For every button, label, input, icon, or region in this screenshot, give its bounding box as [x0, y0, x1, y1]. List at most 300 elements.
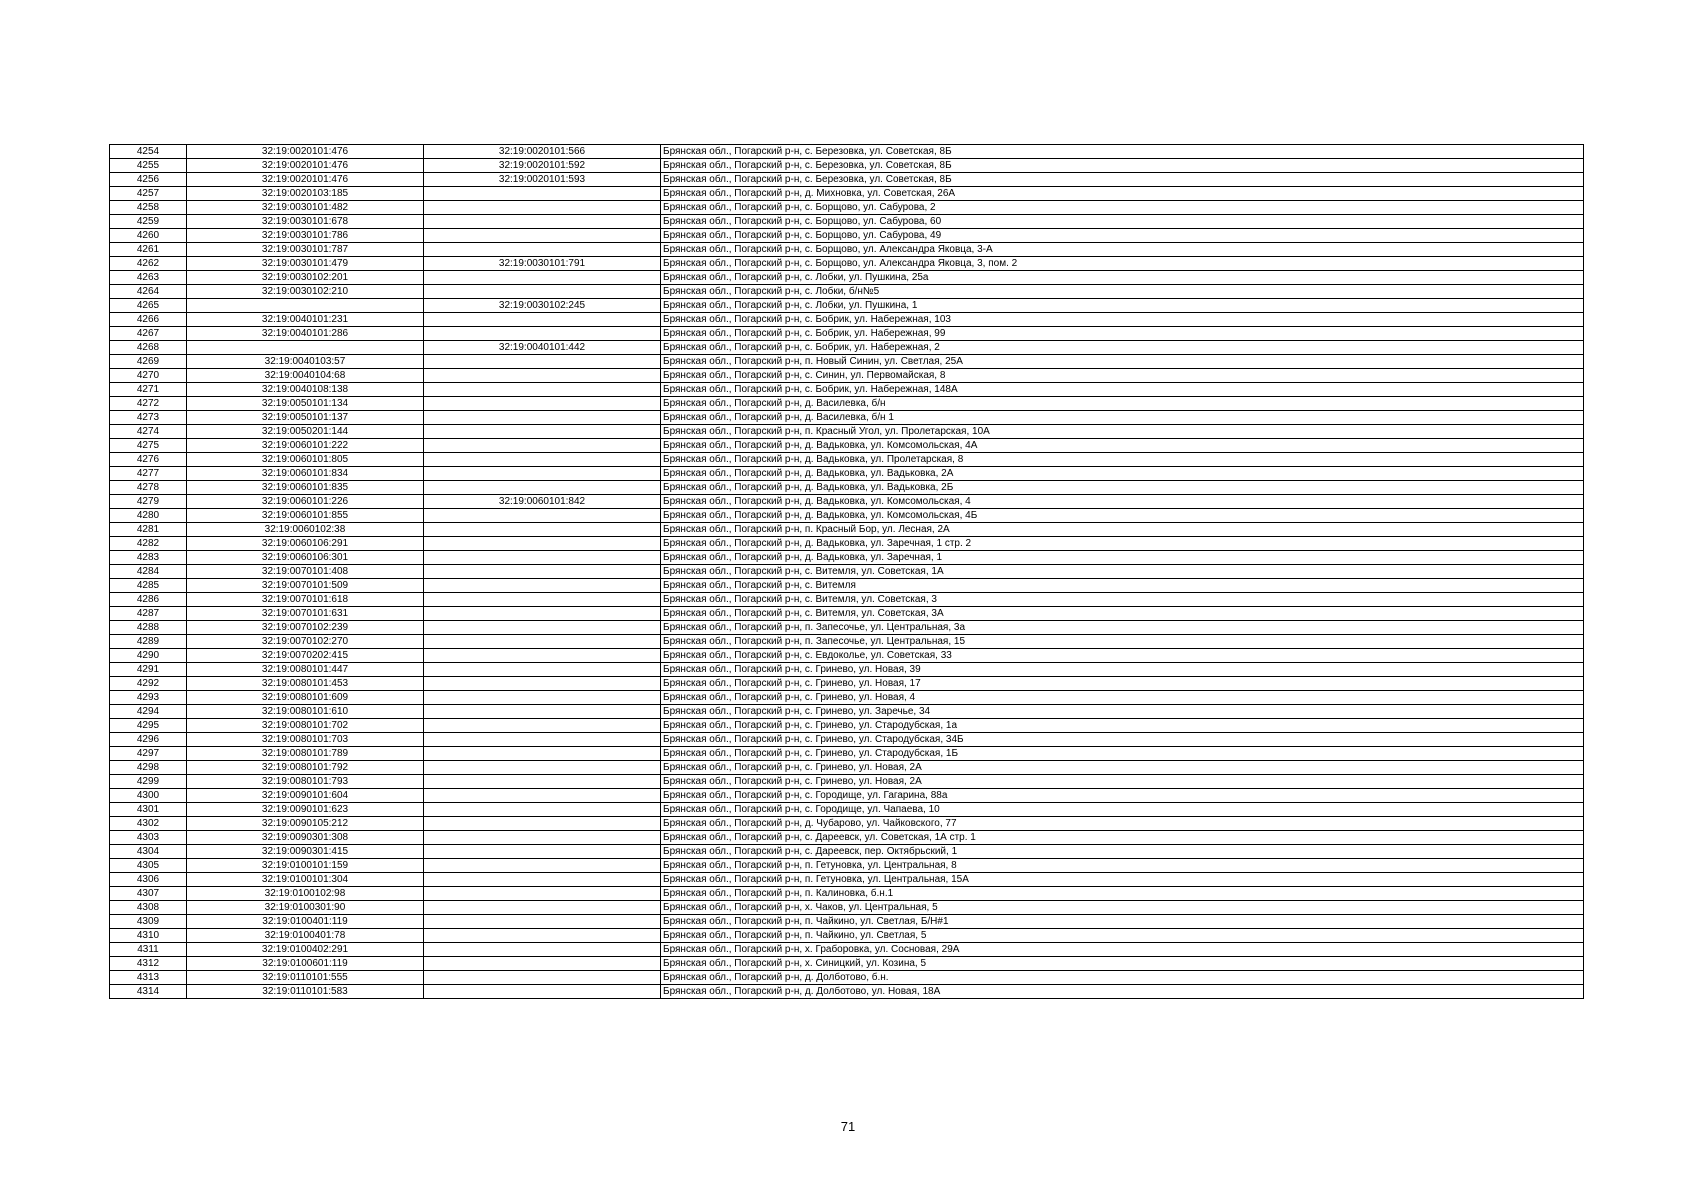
table-row: [110, 845, 1584, 859]
cadastral-number-cell: 32:19:0060101:805: [187, 453, 424, 467]
cadastral-number-cell: 32:19:0060106:301: [187, 551, 424, 565]
address-cell: Брянская обл., Погарский р-н, х. Синицкий, ул. Козина, 5: [661, 957, 1584, 971]
table-row: [110, 285, 1584, 299]
object-number-cell: [424, 831, 661, 845]
cadastral-number-cell: 32:19:0100102:98: [187, 887, 424, 901]
row-number-cell: 4289: [110, 635, 187, 649]
cadastral-number-cell: 32:19:0100301:90: [187, 901, 424, 915]
table-row: [110, 327, 1584, 341]
row-number-cell: 4302: [110, 817, 187, 831]
address-cell: Брянская обл., Погарский р-н, д. Василевка, б/н 1: [661, 411, 1584, 425]
row-number-cell: 4307: [110, 887, 187, 901]
row-number-cell: 4268: [110, 341, 187, 355]
object-number-cell: [424, 943, 661, 957]
address-cell: Брянская обл., Погарский р-н, д. Вадьковка, ул. Вадьковка, 2А: [661, 467, 1584, 481]
object-number-cell: [424, 523, 661, 537]
address-cell: Брянская обл., Погарский р-н, п. Запесочье, ул. Центральная, 15: [661, 635, 1584, 649]
table-row: [110, 929, 1584, 943]
address-cell: Брянская обл., Погарский р-н, д. Василевка, б/н: [661, 397, 1584, 411]
table-row: [110, 509, 1584, 523]
cadastral-number-cell: 32:19:0110101:583: [187, 985, 424, 999]
row-number-cell: 4258: [110, 201, 187, 215]
table-row: [110, 229, 1584, 243]
row-number-cell: 4273: [110, 411, 187, 425]
table-row: [110, 341, 1584, 355]
row-number-cell: 4262: [110, 257, 187, 271]
row-number-cell: 4310: [110, 929, 187, 943]
cadastral-number-cell: 32:19:0030101:787: [187, 243, 424, 257]
table-row: [110, 383, 1584, 397]
row-number-cell: 4277: [110, 467, 187, 481]
cadastral-number-cell: 32:19:0060101:855: [187, 509, 424, 523]
cadastral-number-cell: 32:19:0060102:38: [187, 523, 424, 537]
object-number-cell: [424, 551, 661, 565]
object-number-cell: [424, 411, 661, 425]
cadastral-number-cell: 32:19:0080101:447: [187, 663, 424, 677]
object-number-cell: 32:19:0020101:593: [424, 173, 661, 187]
table-row: [110, 313, 1584, 327]
object-number-cell: [424, 453, 661, 467]
cadastral-number-cell: 32:19:0070101:618: [187, 593, 424, 607]
object-number-cell: [424, 845, 661, 859]
address-cell: Брянская обл., Погарский р-н, д. Чубарово, ул. Чайковского, 77: [661, 817, 1584, 831]
table-row: [110, 817, 1584, 831]
address-cell: Брянская обл., Погарский р-н, с. Гринево, ул. Новая, 17: [661, 677, 1584, 691]
row-number-cell: 4295: [110, 719, 187, 733]
address-cell: Брянская обл., Погарский р-н, п. Гетуновка, ул. Центральная, 8: [661, 859, 1584, 873]
object-number-cell: [424, 915, 661, 929]
row-number-cell: 4298: [110, 761, 187, 775]
object-number-cell: [424, 957, 661, 971]
table-row: [110, 635, 1584, 649]
address-cell: Брянская обл., Погарский р-н, с. Борщово, ул. Александра Яковца, 3-А: [661, 243, 1584, 257]
table-row: [110, 369, 1584, 383]
table-row: [110, 621, 1584, 635]
row-number-cell: 4254: [110, 145, 187, 159]
object-number-cell: [424, 467, 661, 481]
cadastral-number-cell: 32:19:0100101:159: [187, 859, 424, 873]
row-number-cell: 4299: [110, 775, 187, 789]
cadastral-number-cell: 32:19:0060101:834: [187, 467, 424, 481]
address-cell: Брянская обл., Погарский р-н, с. Городище, ул. Гагарина, 88а: [661, 789, 1584, 803]
object-number-cell: [424, 229, 661, 243]
table-row: [110, 719, 1584, 733]
table-row: [110, 439, 1584, 453]
row-number-cell: 4256: [110, 173, 187, 187]
row-number-cell: 4290: [110, 649, 187, 663]
table-row: [110, 775, 1584, 789]
object-number-cell: [424, 215, 661, 229]
row-number-cell: 4255: [110, 159, 187, 173]
row-number-cell: 4270: [110, 369, 187, 383]
table-row: [110, 747, 1584, 761]
address-cell: Брянская обл., Погарский р-н, с. Гринево, ул. Новая, 2А: [661, 775, 1584, 789]
cadastral-number-cell: 32:19:0030101:678: [187, 215, 424, 229]
row-number-cell: 4301: [110, 803, 187, 817]
object-number-cell: [424, 887, 661, 901]
address-cell: Брянская обл., Погарский р-н, х. Чаков, ул. Центральная, 5: [661, 901, 1584, 915]
row-number-cell: 4303: [110, 831, 187, 845]
cadastral-number-cell: 32:19:0090105:212: [187, 817, 424, 831]
cadastral-number-cell: 32:19:0090101:623: [187, 803, 424, 817]
address-cell: Брянская обл., Погарский р-н, д. Вадьковка, ул. Пролетарская, 8: [661, 453, 1584, 467]
object-number-cell: 32:19:0060101:842: [424, 495, 661, 509]
row-number-cell: 4266: [110, 313, 187, 327]
object-number-cell: [424, 761, 661, 775]
table-row: [110, 201, 1584, 215]
address-cell: Брянская обл., Погарский р-н, д. Вадьковка, ул. Комсомольская, 4Б: [661, 509, 1584, 523]
object-number-cell: [424, 705, 661, 719]
table-row: [110, 397, 1584, 411]
row-number-cell: 4293: [110, 691, 187, 705]
object-number-cell: [424, 747, 661, 761]
row-number-cell: 4271: [110, 383, 187, 397]
table-row: [110, 453, 1584, 467]
row-number-cell: 4279: [110, 495, 187, 509]
table-row: [110, 705, 1584, 719]
row-number-cell: 4291: [110, 663, 187, 677]
cadastral-number-cell: 32:19:0020103:185: [187, 187, 424, 201]
row-number-cell: 4278: [110, 481, 187, 495]
row-number-cell: 4274: [110, 425, 187, 439]
cadastral-number-cell: 32:19:0070102:270: [187, 635, 424, 649]
cadastral-number-cell: 32:19:0030101:786: [187, 229, 424, 243]
address-cell: Брянская обл., Погарский р-н, с. Витемля, ул. Советская, 3: [661, 593, 1584, 607]
object-number-cell: [424, 537, 661, 551]
cadastral-number-cell: 32:19:0110101:555: [187, 971, 424, 985]
table-row: [110, 579, 1584, 593]
table-row: [110, 565, 1584, 579]
object-number-cell: [424, 733, 661, 747]
cadastral-number-cell: [187, 299, 424, 313]
cadastral-number-cell: 32:19:0080101:789: [187, 747, 424, 761]
cadastral-number-cell: 32:19:0050101:137: [187, 411, 424, 425]
table-row: [110, 831, 1584, 845]
address-cell: Брянская обл., Погарский р-н, п. Запесочье, ул. Центральная, 3а: [661, 621, 1584, 635]
address-cell: Брянская обл., Погарский р-н, с. Березовка, ул. Советская, 8Б: [661, 173, 1584, 187]
address-cell: Брянская обл., Погарский р-н, д. Долботово, ул. Новая, 18А: [661, 985, 1584, 999]
address-cell: Брянская обл., Погарский р-н, с. Гринево, ул. Новая, 2А: [661, 761, 1584, 775]
cadastral-number-cell: 32:19:0080101:453: [187, 677, 424, 691]
object-number-cell: [424, 481, 661, 495]
cadastral-number-cell: 32:19:0100401:119: [187, 915, 424, 929]
table-row: [110, 789, 1584, 803]
row-number-cell: 4294: [110, 705, 187, 719]
table-row: [110, 761, 1584, 775]
address-cell: Брянская обл., Погарский р-н, д. Вадьковка, ул. Комсомольская, 4А: [661, 439, 1584, 453]
address-cell: Брянская обл., Погарский р-н, с. Витемля, ул. Советская, 1А: [661, 565, 1584, 579]
address-cell: Брянская обл., Погарский р-н, с. Бобрик, ул. Набережная, 99: [661, 327, 1584, 341]
address-cell: Брянская обл., Погарский р-н, с. Борщово, ул. Сабурова, 2: [661, 201, 1584, 215]
row-number-cell: 4308: [110, 901, 187, 915]
address-cell: Брянская обл., Погарский р-н, с. Гринево, ул. Новая, 39: [661, 663, 1584, 677]
address-cell: Брянская обл., Погарский р-н, с. Витемля, ул. Советская, 3А: [661, 607, 1584, 621]
object-number-cell: [424, 971, 661, 985]
cadastral-number-cell: 32:19:0020101:476: [187, 159, 424, 173]
row-number-cell: 4312: [110, 957, 187, 971]
cadastral-number-cell: 32:19:0070202:415: [187, 649, 424, 663]
cadastral-number-cell: 32:19:0100401:78: [187, 929, 424, 943]
address-cell: Брянская обл., Погарский р-н, с. Гринево, ул. Стародубская, 1а: [661, 719, 1584, 733]
cadastral-number-cell: 32:19:0030101:482: [187, 201, 424, 215]
row-number-cell: 4257: [110, 187, 187, 201]
table-row: [110, 243, 1584, 257]
object-number-cell: [424, 565, 661, 579]
table-row: [110, 271, 1584, 285]
register-table-container: [109, 144, 1583, 999]
address-cell: Брянская обл., Погарский р-н, д. Вадьковка, ул. Заречная, 1 стр. 2: [661, 537, 1584, 551]
object-number-cell: [424, 593, 661, 607]
row-number-cell: 4297: [110, 747, 187, 761]
address-cell: Брянская обл., Погарский р-н, д. Вадьковка, ул. Заречная, 1: [661, 551, 1584, 565]
cadastral-number-cell: 32:19:0020101:476: [187, 145, 424, 159]
cadastral-number-cell: 32:19:0040108:138: [187, 383, 424, 397]
address-cell: Брянская обл., Погарский р-н, с. Бобрик, ул. Набережная, 148А: [661, 383, 1584, 397]
object-number-cell: 32:19:0020101:566: [424, 145, 661, 159]
table-row: [110, 145, 1584, 159]
cadastral-number-cell: [187, 341, 424, 355]
table-row: [110, 943, 1584, 957]
cadastral-number-cell: 32:19:0040104:68: [187, 369, 424, 383]
object-number-cell: [424, 663, 661, 677]
cadastral-number-cell: 32:19:0070102:239: [187, 621, 424, 635]
object-number-cell: [424, 775, 661, 789]
address-cell: Брянская обл., Погарский р-н, с. Лобки, ул. Пушкина, 1: [661, 299, 1584, 313]
table-row: [110, 215, 1584, 229]
row-number-cell: 4306: [110, 873, 187, 887]
address-cell: Брянская обл., Погарский р-н, с. Березовка, ул. Советская, 8Б: [661, 145, 1584, 159]
cadastral-number-cell: 32:19:0080101:702: [187, 719, 424, 733]
address-cell: Брянская обл., Погарский р-н, п. Гетуновка, ул. Центральная, 15А: [661, 873, 1584, 887]
object-number-cell: [424, 355, 661, 369]
row-number-cell: 4300: [110, 789, 187, 803]
row-number-cell: 4284: [110, 565, 187, 579]
register-table: [109, 144, 1584, 999]
table-row: [110, 299, 1584, 313]
object-number-cell: [424, 691, 661, 705]
address-cell: Брянская обл., Погарский р-н, с. Евдоколье, ул. Советская, 33: [661, 649, 1584, 663]
address-cell: Брянская обл., Погарский р-н, с. Борщово, ул. Сабурова, 49: [661, 229, 1584, 243]
object-number-cell: [424, 187, 661, 201]
object-number-cell: 32:19:0020101:592: [424, 159, 661, 173]
cadastral-number-cell: 32:19:0080101:610: [187, 705, 424, 719]
object-number-cell: [424, 789, 661, 803]
address-cell: Брянская обл., Погарский р-н, с. Дареевск, пер. Октябрьский, 1: [661, 845, 1584, 859]
table-row: [110, 901, 1584, 915]
row-number-cell: 4305: [110, 859, 187, 873]
address-cell: Брянская обл., Погарский р-н, п. Красный Угол, ул. Пролетарская, 10А: [661, 425, 1584, 439]
address-cell: Брянская обл., Погарский р-н, с. Лобки, ул. Пушкина, 25а: [661, 271, 1584, 285]
address-cell: Брянская обл., Погарский р-н, п. Чайкино, ул. Светлая, 5: [661, 929, 1584, 943]
object-number-cell: 32:19:0030101:791: [424, 257, 661, 271]
row-number-cell: 4283: [110, 551, 187, 565]
address-cell: Брянская обл., Погарский р-н, д. Михновка, ул. Советская, 26А: [661, 187, 1584, 201]
table-row: [110, 915, 1584, 929]
object-number-cell: 32:19:0040101:442: [424, 341, 661, 355]
row-number-cell: 4288: [110, 621, 187, 635]
cadastral-number-cell: 32:19:0100601:119: [187, 957, 424, 971]
object-number-cell: [424, 621, 661, 635]
address-cell: Брянская обл., Погарский р-н, с. Березовка, ул. Советская, 8Б: [661, 159, 1584, 173]
table-row: [110, 411, 1584, 425]
table-row: [110, 467, 1584, 481]
register-table-body: [110, 145, 1584, 999]
object-number-cell: [424, 579, 661, 593]
cadastral-number-cell: 32:19:0060101:835: [187, 481, 424, 495]
object-number-cell: [424, 313, 661, 327]
object-number-cell: [424, 635, 661, 649]
cadastral-number-cell: 32:19:0070101:631: [187, 607, 424, 621]
address-cell: Брянская обл., Погарский р-н, с. Дареевск, ул. Советская, 1А стр. 1: [661, 831, 1584, 845]
row-number-cell: 4287: [110, 607, 187, 621]
cadastral-number-cell: 32:19:0050101:134: [187, 397, 424, 411]
table-row: [110, 887, 1584, 901]
table-row: [110, 971, 1584, 985]
cadastral-number-cell: 32:19:0090301:308: [187, 831, 424, 845]
object-number-cell: [424, 397, 661, 411]
table-row: [110, 677, 1584, 691]
row-number-cell: 4261: [110, 243, 187, 257]
object-number-cell: [424, 327, 661, 341]
table-row: [110, 551, 1584, 565]
row-number-cell: 4313: [110, 971, 187, 985]
object-number-cell: [424, 859, 661, 873]
cadastral-number-cell: 32:19:0040101:286: [187, 327, 424, 341]
cadastral-number-cell: 32:19:0100101:304: [187, 873, 424, 887]
table-row: [110, 495, 1584, 509]
table-row: [110, 663, 1584, 677]
address-cell: Брянская обл., Погарский р-н, х. Граборовка, ул. Сосновая, 29А: [661, 943, 1584, 957]
page-number: 71: [840, 1119, 856, 1134]
object-number-cell: [424, 439, 661, 453]
table-row: [110, 355, 1584, 369]
address-cell: Брянская обл., Погарский р-н, с. Борщово, ул. Александра Яковца, 3, пом. 2: [661, 257, 1584, 271]
address-cell: Брянская обл., Погарский р-н, с. Синин, ул. Первомайская, 8: [661, 369, 1584, 383]
row-number-cell: 4282: [110, 537, 187, 551]
cadastral-number-cell: 32:19:0070101:408: [187, 565, 424, 579]
address-cell: Брянская обл., Погарский р-н, с. Гринево, ул. Стародубская, 34Б: [661, 733, 1584, 747]
table-row: [110, 537, 1584, 551]
address-cell: Брянская обл., Погарский р-н, п. Красный Бор, ул. Лесная, 2А: [661, 523, 1584, 537]
row-number-cell: 4286: [110, 593, 187, 607]
address-cell: Брянская обл., Погарский р-н, д. Вадьковка, ул. Комсомольская, 4: [661, 495, 1584, 509]
table-row: [110, 187, 1584, 201]
table-row: [110, 257, 1584, 271]
row-number-cell: 4267: [110, 327, 187, 341]
cadastral-number-cell: 32:19:0040103:57: [187, 355, 424, 369]
table-row: [110, 173, 1584, 187]
table-row: [110, 803, 1584, 817]
address-cell: Брянская обл., Погарский р-н, п. Калиновка, б.н.1: [661, 887, 1584, 901]
cadastral-number-cell: 32:19:0020101:476: [187, 173, 424, 187]
cadastral-number-cell: 32:19:0030101:479: [187, 257, 424, 271]
object-number-cell: [424, 719, 661, 733]
cadastral-number-cell: 32:19:0080101:792: [187, 761, 424, 775]
object-number-cell: [424, 649, 661, 663]
object-number-cell: [424, 509, 661, 523]
object-number-cell: [424, 243, 661, 257]
cadastral-number-cell: 32:19:0080101:609: [187, 691, 424, 705]
cadastral-number-cell: 32:19:0100402:291: [187, 943, 424, 957]
cadastral-number-cell: 32:19:0050201:144: [187, 425, 424, 439]
table-row: [110, 733, 1584, 747]
object-number-cell: [424, 817, 661, 831]
address-cell: Брянская обл., Погарский р-н, с. Гринево, ул. Новая, 4: [661, 691, 1584, 705]
address-cell: Брянская обл., Погарский р-н, с. Городище, ул. Чапаева, 10: [661, 803, 1584, 817]
object-number-cell: [424, 873, 661, 887]
object-number-cell: 32:19:0030102:245: [424, 299, 661, 313]
cadastral-number-cell: 32:19:0070101:509: [187, 579, 424, 593]
object-number-cell: [424, 201, 661, 215]
address-cell: Брянская обл., Погарский р-н, с. Гринево, ул. Стародубская, 1Б: [661, 747, 1584, 761]
cadastral-number-cell: 32:19:0060106:291: [187, 537, 424, 551]
address-cell: Брянская обл., Погарский р-н, с. Лобки, б/н№5: [661, 285, 1584, 299]
table-row: [110, 649, 1584, 663]
row-number-cell: 4309: [110, 915, 187, 929]
row-number-cell: 4296: [110, 733, 187, 747]
table-row: [110, 159, 1584, 173]
object-number-cell: [424, 901, 661, 915]
table-row: [110, 607, 1584, 621]
object-number-cell: [424, 929, 661, 943]
cadastral-number-cell: 32:19:0030102:201: [187, 271, 424, 285]
address-cell: Брянская обл., Погарский р-н, с. Витемля: [661, 579, 1584, 593]
address-cell: Брянская обл., Погарский р-н, п. Новый Синин, ул. Светлая, 25А: [661, 355, 1584, 369]
object-number-cell: [424, 985, 661, 999]
row-number-cell: 4292: [110, 677, 187, 691]
object-number-cell: [424, 369, 661, 383]
object-number-cell: [424, 677, 661, 691]
table-row: [110, 859, 1584, 873]
address-cell: Брянская обл., Погарский р-н, с. Бобрик, ул. Набережная, 2: [661, 341, 1584, 355]
table-row: [110, 985, 1584, 999]
row-number-cell: 4259: [110, 215, 187, 229]
row-number-cell: 4263: [110, 271, 187, 285]
object-number-cell: [424, 271, 661, 285]
address-cell: Брянская обл., Погарский р-н, п. Чайкино, ул. Светлая, Б/Н#1: [661, 915, 1584, 929]
row-number-cell: 4265: [110, 299, 187, 313]
row-number-cell: 4304: [110, 845, 187, 859]
row-number-cell: 4314: [110, 985, 187, 999]
row-number-cell: 4281: [110, 523, 187, 537]
cadastral-number-cell: 32:19:0040101:231: [187, 313, 424, 327]
object-number-cell: [424, 607, 661, 621]
address-cell: Брянская обл., Погарский р-н, с. Борщово, ул. Сабурова, 60: [661, 215, 1584, 229]
cadastral-number-cell: 32:19:0060101:226: [187, 495, 424, 509]
address-cell: Брянская обл., Погарский р-н, с. Гринево, ул. Заречье, 34: [661, 705, 1584, 719]
row-number-cell: 4272: [110, 397, 187, 411]
table-row: [110, 523, 1584, 537]
table-row: [110, 593, 1584, 607]
row-number-cell: 4260: [110, 229, 187, 243]
address-cell: Брянская обл., Погарский р-н, д. Вадьковка, ул. Вадьковка, 2Б: [661, 481, 1584, 495]
object-number-cell: [424, 383, 661, 397]
cadastral-number-cell: 32:19:0080101:793: [187, 775, 424, 789]
row-number-cell: 4264: [110, 285, 187, 299]
row-number-cell: 4276: [110, 453, 187, 467]
address-cell: Брянская обл., Погарский р-н, д. Долботово, б.н.: [661, 971, 1584, 985]
row-number-cell: 4269: [110, 355, 187, 369]
cadastral-number-cell: 32:19:0060101:222: [187, 439, 424, 453]
cadastral-number-cell: 32:19:0090101:604: [187, 789, 424, 803]
object-number-cell: [424, 285, 661, 299]
table-row: [110, 425, 1584, 439]
row-number-cell: 4275: [110, 439, 187, 453]
cadastral-number-cell: 32:19:0090301:415: [187, 845, 424, 859]
cadastral-number-cell: 32:19:0080101:703: [187, 733, 424, 747]
address-cell: Брянская обл., Погарский р-н, с. Бобрик, ул. Набережная, 103: [661, 313, 1584, 327]
table-row: [110, 873, 1584, 887]
